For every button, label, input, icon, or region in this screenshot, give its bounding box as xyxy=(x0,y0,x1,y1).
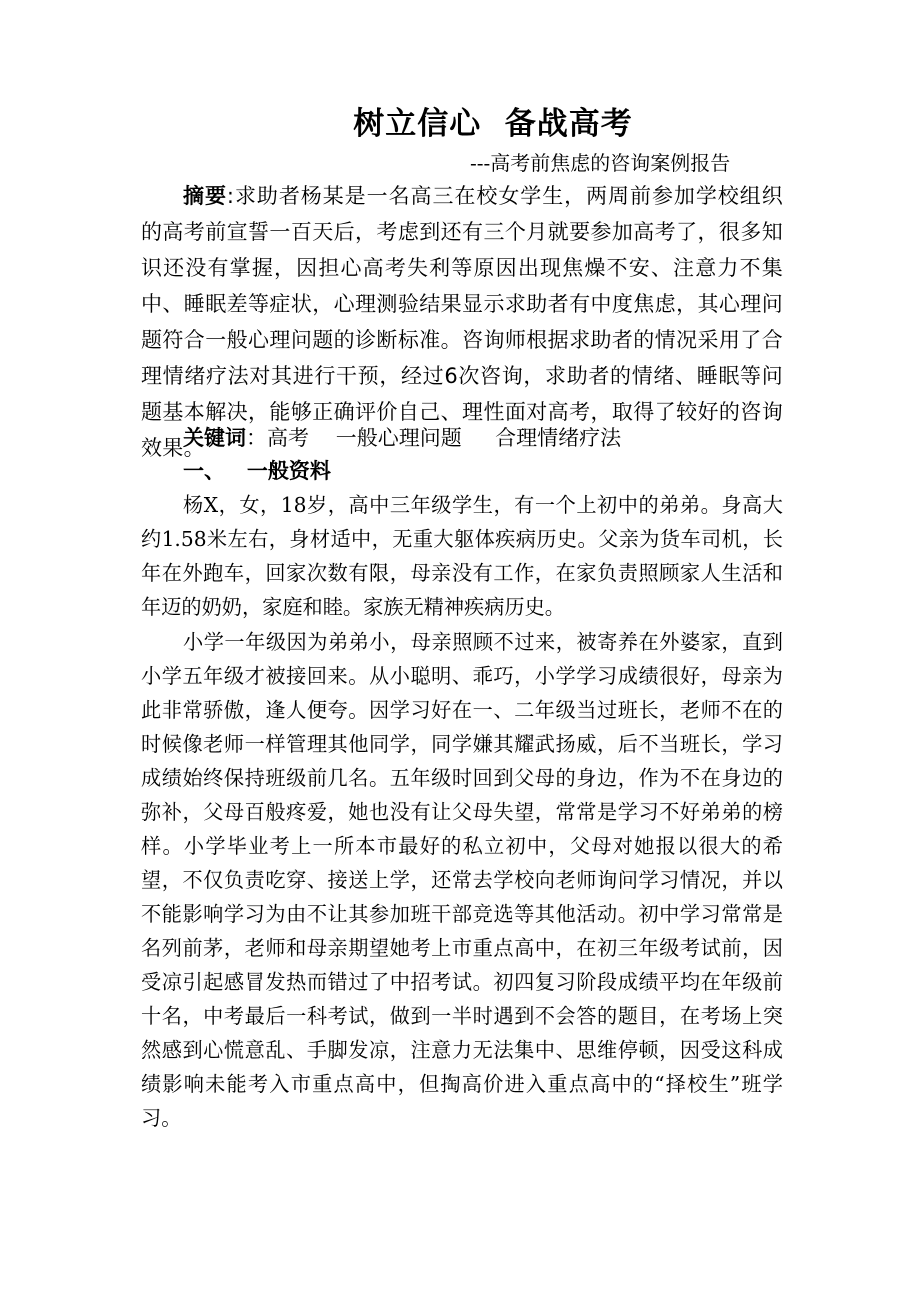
abstract-separator: : xyxy=(226,184,235,208)
keywords-separator: ： xyxy=(246,426,267,450)
body-paragraph-2: 小学一年级因为弟弟小，母亲照顾不过来，被寄养在外婆家，直到小学五年级才被接回来。从小聪明、乖巧，小学学习成绩很好，母亲为此非常骄傲，逢人便夸。因学习好在一、二年级当过班长，老师不在的时候像老师一样管理其他同学，同学嫌其耀武扬威，后不当班长，学习成绩始终保持班级前几名。五年级时回到父母的身边，作为不在身边的弥补，父母百般疼爱，她也没有让父母失望，常常是学习不好弟弟的榜样。小学毕业考上一所本市最好的私立初中，父母对她报以很大的希望，不仅负责吃穿、接送上学，还常去学校向老师询问学习情况，并以不能影响学习为由不让其参加班干部竞选等其他活动。初中学习常常是名列前茅，老师和母亲期望她考上市重点高中，在初三年级考试前，因受凉引起感冒发热而错过了中招考试。初四复习阶段成绩平均在年级前十名，中考最后一科考试，做到一半时遇到不会答的题目，在考场上突然感到心慌意乱、手脚发凉，注意力无法集中、思维停顿，因受这科成绩影响未能考入市重点高中，但掏高价进入重点高中的“择校生”班学习。 xyxy=(141,630,783,1130)
keywords-items: 高考 一般心理问题 合理情绪疗法 xyxy=(267,426,622,450)
keywords-label: 关键词 xyxy=(183,426,246,450)
document-title: 树立信心 备战高考 xyxy=(353,106,633,142)
body-paragraph-1: 杨X，女，18岁，高中三年级学生，有一个上初中的弟弟。身高大约1.58米左右，身材适中，无重大躯体疾病历史。父亲为货车司机，长年在外跑车，回家次数有限，母亲没有工作，在家负责照顾家人生活和年迈的奶奶，家庭和睦。家族无精神疾病历史。 xyxy=(141,493,783,619)
document-subtitle: ---高考前焦虑的咨询案例报告 xyxy=(470,151,731,175)
abstract-text: 求助者杨某是一名高三在校女学生，两周前参加学校组织的高考前宣誓一百天后，考虑到还有三个月就要参加高考了，很多知识还没有掌握，因担心高考失利等原因出现焦燥不安、注意力不集中、睡眠差等症状，心理测验结果显示求助者有中度焦虑，其心理问题符合一般心理问题的诊断标准。咨询师根据求助者的情况采用了合理情绪疗法对其进行干预，经过6次咨询，求助者的情绪、睡眠等问题基本解决，能够正确评价自己、理性面对高考，取得了较好的咨询效果。 xyxy=(141,184,783,460)
abstract-label: 摘要 xyxy=(183,184,227,208)
section-heading: 一、 一般资料 xyxy=(183,459,331,483)
keywords-line xyxy=(183,422,621,454)
